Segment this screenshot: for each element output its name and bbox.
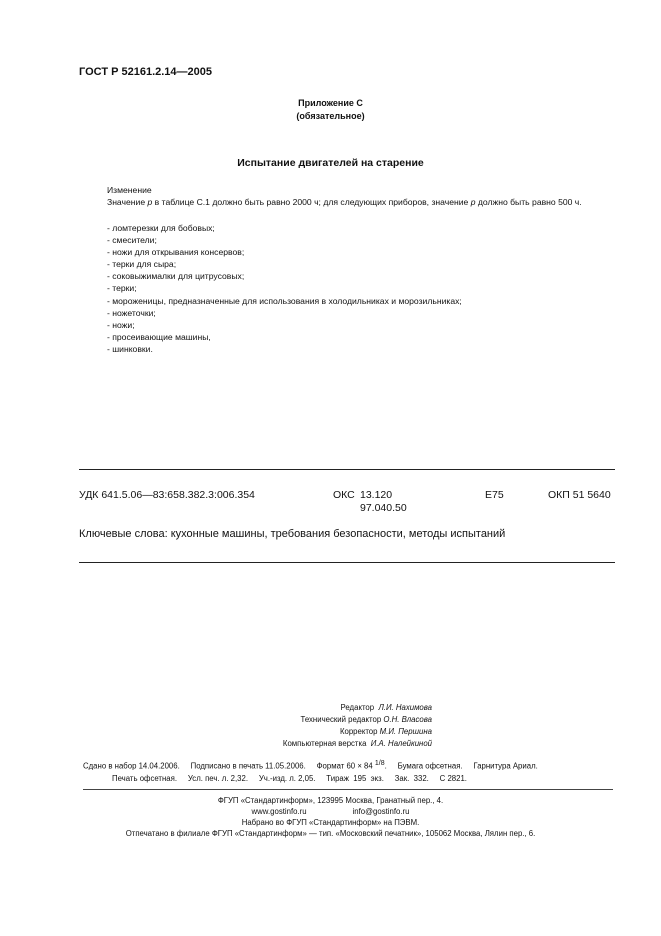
imprint-line-1 [83,760,538,771]
appliance-list [107,222,462,355]
credit-role: Редактор [340,703,375,712]
list-item: - терки для сыра; [107,259,177,270]
credit-role: Технический редактор [300,715,382,724]
imprint-text: Сдано в набор 14.04.2006. Подписано в печать 11.05.2006. Формат 60 × 84 [83,761,373,771]
imprint-text: . Бумага офсетная. Гарнитура Ариал. [384,761,538,771]
paragraph-text-before: Значение [107,197,148,207]
credit-tech-editor [301,715,432,724]
publisher-website[interactable]: www.gostinfo.ru [251,807,307,816]
udc-code: УДК 641.5.06—83:658.382.3:006.354 [79,489,255,501]
keywords: Ключевые слова: кухонные машины, требования безопасности, методы испытаний [79,528,506,540]
typeset-note: Набрано во ФГУП «Стандартинформ» на ПЭВМ. [241,818,420,827]
printing-note: Отпечатано в филиале ФГУП «Стандартинформ» — тип. «Московский печатник», 105062 Москва, Лялин пер., 6. [125,829,536,838]
credit-editor [341,703,432,712]
format-fraction: 1/8 [374,760,385,767]
change-label: Изменение [107,185,152,195]
credit-person: Л.И. Нахимова [378,703,432,712]
credit-person: М.И. Першина [379,727,432,736]
section-title: Испытание двигателей на старение [237,157,424,169]
publisher-address: ФГУП «Стандартинформ», 123995 Москва, Гранатный пер., 4. [217,796,444,805]
list-item: - смесители; [107,235,157,246]
divider [79,562,615,563]
list-item: - терки; [107,283,137,294]
credit-layout [283,739,432,748]
symbol-p: p [147,197,153,207]
publisher-email[interactable]: info@gostinfo.ru [352,807,410,816]
appendix-title: Приложение С [298,98,363,108]
credit-person: И.А. Налейкиной [370,739,432,748]
credit-role: Компьютерная верстка [282,739,367,748]
document-header: ГОСТ Р 52161.2.14—2005 [79,66,213,78]
divider [83,789,613,790]
list-item: - шинковки. [107,343,153,354]
appendix-status: (обязательное) [296,111,365,121]
list-item: - мороженицы, предназначенные для использования в холодильниках и морозильниках; [107,295,462,306]
list-item: - просеивающие машины, [107,331,211,342]
list-item: - ножи; [107,319,135,330]
oks-label: ОКС [333,489,355,501]
credit-person: О.Н. Власова [383,715,432,724]
divider [79,469,615,470]
list-item: - соковыжималки для цитрусовых; [107,271,245,282]
oks-code-1: 13.120 [360,489,393,501]
oks-code-2: 97.040.50 [360,502,407,514]
list-item: - ножи для открывания консервов; [107,247,245,258]
symbol-p: p [470,197,476,207]
list-item: - ножеточки; [107,307,156,318]
list-item: - ломтерезки для бобовых; [107,223,215,233]
imprint-line-2: Печать офсетная. Усл. печ. л. 2,32. Уч.-изд. л. 2,05. Тираж 195 экз. Зак. 332. С 2821. [112,774,467,783]
change-paragraph [79,196,619,208]
credit-proofreader [340,727,432,736]
credit-role: Корректор [339,727,378,736]
paragraph-text-after: должно быть равно 500 ч. [475,197,582,207]
publisher-contacts [0,807,661,816]
classification-code: Е75 [485,489,504,501]
okp-code: ОКП 51 5640 [548,489,611,501]
paragraph-text-mid: в таблице С.1 должно быть равно 2000 ч; для следующих приборов, значение [152,197,471,207]
